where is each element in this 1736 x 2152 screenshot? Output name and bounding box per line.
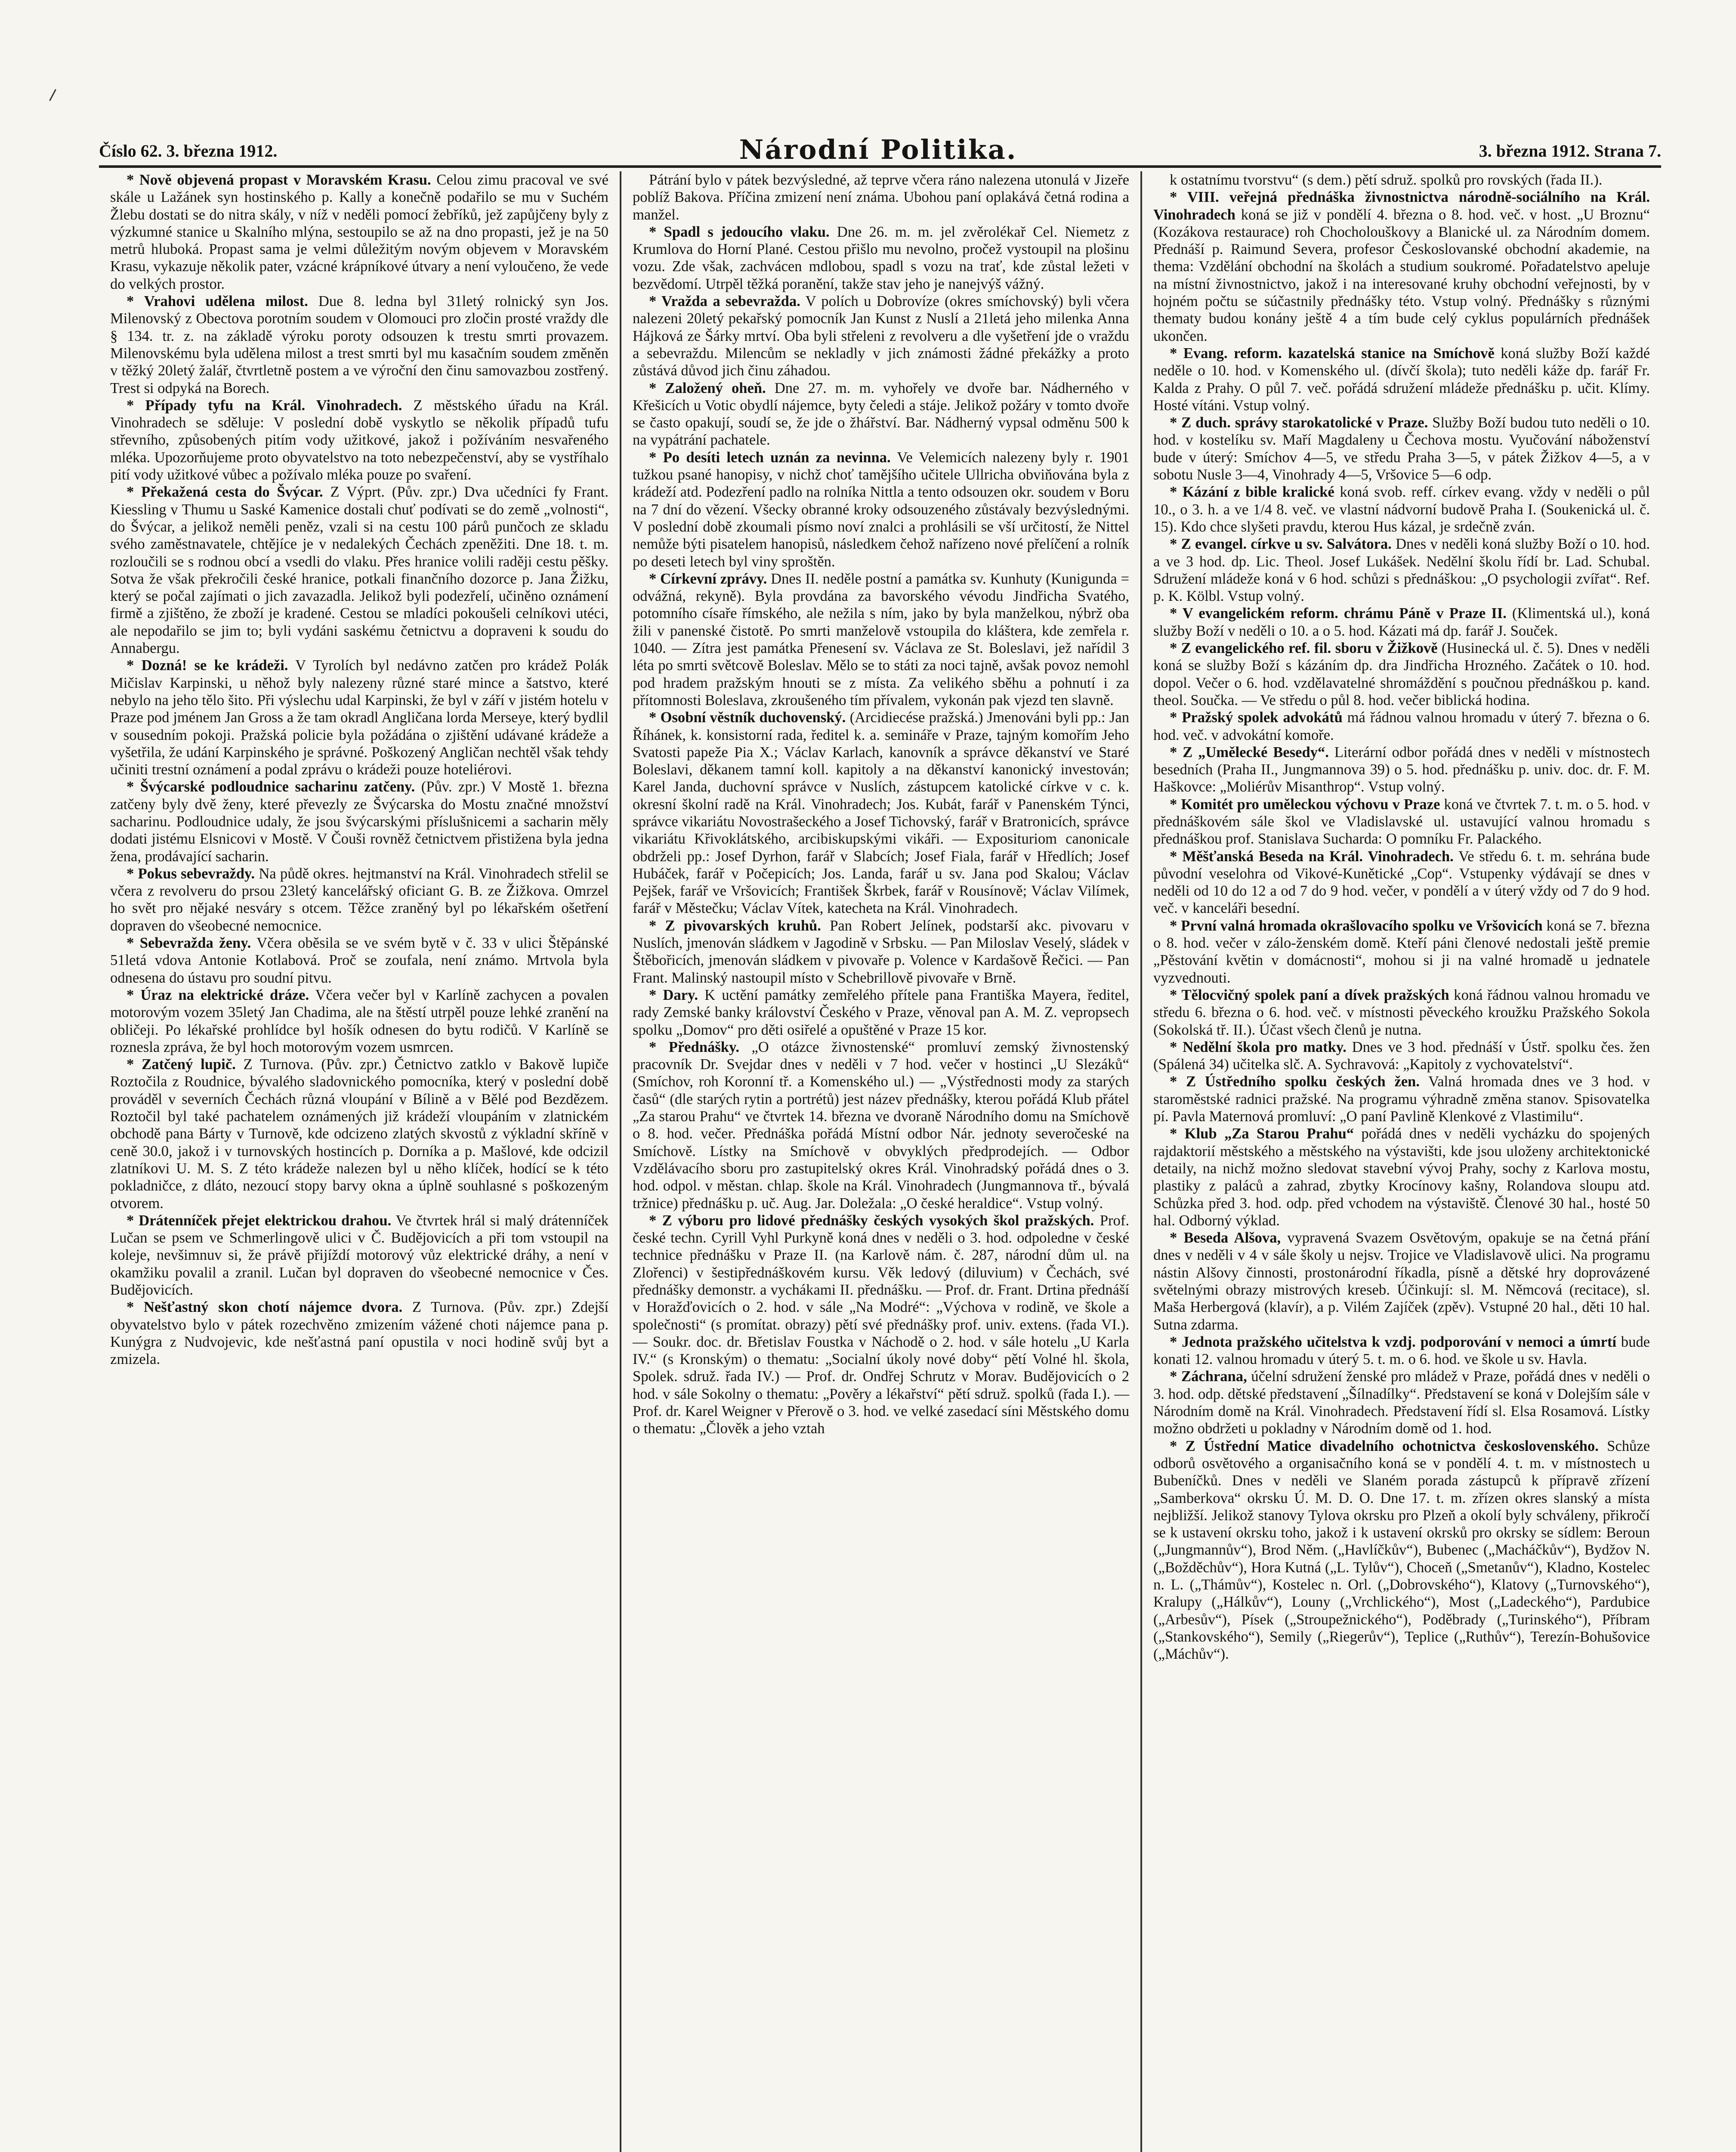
news-item-text: V polích u Dobrovíze (okres smíchovský) byli včera nalezeni 20letý pekařský pomocník Jan Kunst z Nuslí a 21letá jeho milenka Anna Hájková ze Šárky mrtví. Oba byli střeleni z revolveru a dle vyšetření jde o vraždu a sebevraždu. Milencům se nekladly v jich známosti žádné překážky a proto zůstává důvod jich činu záhadou. <box>633 293 1130 379</box>
news-item <box>1153 171 1650 189</box>
news-item-headline: * Zatčený lupič. <box>127 1056 236 1073</box>
news-item-text: Prof. české techn. Cyrill Vyhl Purkyně koná dnes v neděli o 3. hod. odpoledne v české technice přednášku v Praze II. (na Karlově nám. č. 287, národní dům ul. na Zlořenci) v šestipřednáškovém kursu. Věk ledový (diluvium) v Čechách, své přednášky demonstr. a vychákami II. přednášku. — Prof. dr. Frant. Drtina přednáší v Horažďovicích o 2. hod. v sále „Na Modré“: „Výchova v rodině, ve škole a společnosti“ (s promítat. obrazy) pětí své přednášky prof. univ. extens. (řada VI.). — Soukr. doc. dr. Břetislav Foustka v Náchodě o 2. hod. v sále hotelu „U Karla IV.“ (s Kronským) o thematu: „Socialní úkoly nové doby“ pětí Volné hl. škola, Spolek. sdruž. řada IV.) — Prof. dr. Ondřej Schrutz v Morav. Budějovicích o 2 hod. v sále Sokolny o thematu: „Pověry a lékařství“ pětí sdruž. spolků (řada I.). — Prof. dr. Karel Weigner v Přerově o 3. hod. ve velké zasedací síni Městského domu o thematu: „Člověk a jeho vztah <box>633 1212 1130 1437</box>
news-item-headline: * Z pivovarských kruhů. <box>649 917 821 934</box>
news-item <box>1153 796 1650 848</box>
news-item-headline: * Záchrana, <box>1170 1368 1247 1385</box>
issue-number-date: Číslo 62. 3. března 1912. <box>99 141 278 161</box>
news-item-text: Dnes v neděli koná služby Boží o 10. hod. a ve 3 hod. dp. Lic. Theol. Josef Lukášek. Nedělní školu řídí br. Lad. Schubal. Sdružení mládeže koná v 6 hod. schůzi s přednáškou: „O psychologii zvířat“. Ref. p. K. Kölbl. Vstup volný. <box>1153 536 1650 605</box>
news-item <box>1153 414 1650 483</box>
news-item-headline: * Z evangel. církve u sv. Salvátora. <box>1170 536 1392 553</box>
news-item-text: koná řádnou valnou hromadu ve středu 6. března o 6. hod. več. v místnosti pěveckého kroužku Pražského Sokola (Sokolská tř. II.). Účast všech členů je nutna. <box>1153 986 1650 1038</box>
news-item-headline: * Tělocvičný spolek paní a dívek pražských <box>1170 986 1449 1003</box>
column-3 <box>1140 171 1661 2152</box>
news-item-headline: * Pražský spolek advokátů <box>1170 709 1343 726</box>
news-item <box>1153 535 1650 605</box>
news-item <box>633 1039 1129 1212</box>
news-item <box>633 570 1129 709</box>
news-item-text: Pan Robert Jelínek, podstarší akc. pivovaru v Nuslích, jmenován sládkem v Jagodině v Srbsku. — Pan Miloslav Veselý, sládek v Štěbořicích, jmenován sládkem v pivovaře p. Volence v Kardašově Řečici. — Pan Frant. Malinský nastoupil místo v Schebrillově pivovaře v Brně. <box>633 917 1129 986</box>
news-item-headline: * Úraz na elektrické dráze. <box>127 986 309 1003</box>
news-item-headline: * Dozná! se ke krádeži. <box>127 657 288 674</box>
news-item-headline: * Jednota pražského učitelstva k vzdj. podporování v nemoci a úmrtí <box>1170 1333 1616 1350</box>
news-item <box>1153 605 1650 640</box>
news-item <box>1153 848 1650 917</box>
news-item-text: koná se 7. března o 8. hod. večer v zálo-ženském domě. Kteří páni členové nedostali ještě premie „Pěstování květin v domácnosti“, mohou si ji na valné hromadě u jednatele vyzvednouti. <box>1153 917 1650 986</box>
news-item-text: účelní sdružení ženské pro mládež v Praze, pořádá dnes v neděli o 3. hod. odp. dětské představení „Šílnadílky“. Představení se koná v Dolejším sále v Národním domě na Král. Vinohradech. Představení řídí sl. Elsa Rosamová. Lístky možno obdržeti u pokladny v Národním domě od 1. hod. <box>1153 1368 1650 1437</box>
news-item <box>633 1212 1129 1438</box>
news-item <box>110 657 609 778</box>
news-item-headline: * Pokus sebevraždy. <box>127 865 255 882</box>
news-item-text: Pátrání bylo v pátek bezvýsledné, až teprve včera ráno nalezena utonulá v Jizeře poblíž Bakova. Příčina zmizení není známa. Ubohou paní oplakává četná rodina a manžel. <box>633 172 1129 223</box>
news-item-text: (Husinecká ul. č. 5). Dnes v neděli koná se služby Boží s kázáním dp. dra Jindřicha Hrozného. Začátek o 10. hod. dopol. Večer o 6. hod. vzdělavatelné shromáždění s poučnou přednáškou p. kand. theol. Součka. — Ve středu o půl 8. hod. večer biblická hodina. <box>1153 640 1650 708</box>
news-item-headline: * Vrahovi udělena milost. <box>127 293 308 310</box>
news-item-text: koná ve čtvrtek 7. t. m. o 5. hod. v přednáškovém sále škol ve Vladislavské ul. ustavující valnou hromadu s přednáškou prof. Stanislava Sucharda: O pomníku Fr. Palackého. <box>1153 796 1650 847</box>
news-item-text: vypravená Svazem Osvětovým, opakuje se na četná přání dnes v neděli v 4 v sále školy u nejsv. Trojice ve Vladislavově ulici. Na programu nástin Alšovy činnosti, prostonárodní říkadla, písně a dětské hry doprovázené světelnými obrazy mistrových kreseb. Účinkují: sl. M. Němcová (recitace), sl. Maša Herbergová (klavír), a p. Vilém Zajíček (zpěv). Vstupné 20 hal., děti 10 hal. Sutna zdarma. <box>1153 1230 1650 1333</box>
news-item-text: Služby Boží budou tuto neděli o 10. hod. v kostelíku sv. Maří Magdaleny u Čechova mostu. Vyučování náboženství bude v úterý: Smíchov 4—5, ve středu Praha 3—5, v pátek Žižkov 4—5, a v sobotu Nusle 3—4, Vinohrady 4—5, Vršovice 5—6 odp. <box>1153 414 1650 483</box>
news-item-text: bude konati 12. valnou hromadu v úterý 5. t. m. o 6. hod. ve škole u sv. Havla. <box>1153 1333 1650 1368</box>
news-item-headline: * Klub „Za Starou Prahu“ <box>1170 1125 1354 1142</box>
news-item-headline: * V evangelickém reform. chrámu Páně v Praze II. <box>1170 605 1507 622</box>
news-item-text: K uctění památky zemřelého přítele pana Františka Mayera, ředitel, rady Zemské banky království Českého v Praze, věnoval pan A. M. Z. vepropsech spolku „Domov“ pro děti osiřelé a opuštěné v Praze 15 kor. <box>633 986 1129 1038</box>
news-item-headline: * Komitét pro uměleckou výchovu v Praze <box>1170 796 1440 813</box>
news-item-headline: * Evang. reform. kazatelská stanice na Smíchově <box>1170 345 1495 362</box>
news-item-headline: * Z „Umělecké Besedy“. <box>1170 744 1329 761</box>
news-item-text: Včera večer byl v Karlíně zachycen a povalen motorovým vozem 35letý Jan Chadima, ale na štěstí utrpěl pouze lehké zranění na obličeji. Po lékařské prohlídce byl hošík odnesen do bytu rodičů. V Karlíně se roznesla zpráva, že byl hoch motorovým vozem usmrcen. <box>110 986 609 1055</box>
news-item-text: Ve Velemicích nalezeny byly r. 1901 tužkou psané hanopisy, v nichž choť tamějšího učitele Ullricha obviňována byla z krádeží atd. Podezření padlo na rolníka Nittla a tento odsouzen okr. soudem v Boru na 7 dní do vězení. Všecky obranné kroky odsouzeného zůstávaly bezvýslednými. V poslední době zkoumali písmo noví znalci a prohlásili se vší určitostí, že Nittel nemůže býti pisatelem hanopisů, následkem čehož nařízeno nové přelíčení a rolník po deseti letech byl viny sproštěn. <box>633 449 1129 570</box>
news-item-headline: * Spadl s jedoucího vlaku. <box>649 223 830 240</box>
news-item-headline: * Vražda a sebevražda. <box>649 293 800 310</box>
news-item-text: Z Turnova. (Pův. zpr.) Četnictvo zatklo v Bakově lupiče Roztočila z Roudnice, bývalého sladovnického pomocníka, který v poslední době prováděl v severních Čechách různá vloupání v Bílině a v Bělé pod Bezdězem. Roztočil byl také pachatelem oznámených již krádeží vloupáním v zlatnickém obchodě pana Bárty v Turnově, kde odcizeno zlatých skvostů z výkladní skříně v ceně 30.0, jakož i v turnovských hostincích p. Dorníka a p. Mašlové, kde odcizil zlatníkovi U. M. S. Z této krádeže nalezen byl u něho klíček, hodící se k této pokladničce, z dláto, nezoucí stopy barvy okna a úplně souhlasné s poškozeným otvorem. <box>110 1056 609 1212</box>
news-item-headline: * Nedělní škola pro matky. <box>1170 1039 1347 1055</box>
news-item-headline: * Švýcarské podloudnice sacharinu zatčeny. <box>127 779 415 795</box>
news-item <box>1153 1229 1650 1333</box>
news-item-text: Dnes II. neděle postní a památka sv. Kunhuty (Kunigunda = odvážná, rekyně). Byla provdána za bavorského vévodu Jindřicha Svatého, potomního císaře římského, ale nežila s ním, jako by byla manželkou, nýbrž oba žili v panenské čistotě. Po smrti manželově vstoupila do kláštera, kde zemřela r. 1040. — Zítra jest památka Přenesení sv. Václava ze St. Boleslavi, jež nařídil 3 léta po smrti světcově Boleslav. Mělo se to státi za noci tajně, avšak povoz nemohl pod hradem pražským hnouti se z místa. Za velikého sběhu a pohnutí i za přítomnosti Boleslava, zkroušeného tím přívalem, vykonán pak vjezd ten slavně. <box>633 570 1129 708</box>
news-item-headline: * Osobní věstník duchovenský. <box>649 709 846 726</box>
news-item-headline: * Měšťanská Beseda na Král. Vinohradech. <box>1170 848 1454 865</box>
news-item-headline: * Z výboru pro lidové přednášky českých vysokých škol pražských. <box>649 1212 1094 1229</box>
page-header <box>99 129 1661 168</box>
news-item <box>1153 189 1650 345</box>
article-columns <box>99 171 1661 2152</box>
news-item-text: Z Výprt. (Pův. zpr.) Dva učedníci fy Frant. Kiessling v Thumu u Saské Kamenice dostali chuť podívati se do země „volnosti“, do Švýcar, a jelikož neměli peněz, vzali si na cestu 100 párů punčoch ze skladu svého zaměstnavatele, chtějíce je v nedalekých Čechách zpeněžiti. Dne 18. t. m. rozloučili se s rodnou obcí a vsedli do vlaku. Přes hranice volili raději cestu pěšky. Sotva že však překročili české hranice, potkali finančního dozorce p. Jana Žižku, který se počal zajímati o jich zavazadla. Jelikož byli podezřelí, učiněno oznámení firmě a zjištěno, že zboží je kradené. Cestou se mladíci pokoušeli celníkovi utéci, ale nepodařilo se jim to; byli vydáni saskému četnictvu a dopraveni k soudu do Annabergu. <box>110 484 609 657</box>
news-item <box>1153 1368 1650 1437</box>
news-item <box>633 223 1129 293</box>
news-item <box>633 171 1129 223</box>
news-item-headline: * Církevní zprávy. <box>649 570 767 587</box>
news-item <box>110 1212 609 1299</box>
news-item-text: „O otázce živnostenské“ promluví zemský živnostenský pracovník Dr. Svejdar dnes v neděli v 7 hod. večer v hostinci „U Slezáků“ (Smíchov, roh Koronní tř. a Komenského ul.) — „Výstřednosti mody za starých časů“ (dle starých rytin a portrétů) jest název přednášky, kterou pořádá Klub přátel „Za starou Prahu“ ve čtvrtek 14. března ve dvoraně Národního domu na Smíchově o 8. hod. večer. Přednáška pořádá Místní odbor Nár. jednoty severočeské na Smíchově. Lístky na Smíchově v obvyklých předprodejích. — Odbor Vzdělávacího sboru pro zastupitelský okres Král. Vinohradský pořádá dnes o 3. hod. odpol. v městan. chlap. škole na Král. Vinohradech (Jungmannova tř., bývalá tržnice) přednášku p. uč. Aug. Jar. Doležala: „O české heraldice“. Vstup volný. <box>633 1039 1129 1212</box>
news-item-headline: * Z duch. správy starokatolické v Praze. <box>1170 414 1428 431</box>
news-item <box>1153 917 1650 986</box>
news-item-headline: * Sebevražda ženy. <box>127 935 251 952</box>
news-item-headline: * VIII. veřejná přednáška živnostnictva národně-sociálního na Král. Vinohradech <box>1153 189 1650 223</box>
news-item-headline: * Nově objevená propast v Moravském Krasu. <box>127 172 431 188</box>
news-item <box>633 449 1129 570</box>
news-item-headline: * Případy tyfu na Král. Vinohradech. <box>127 397 402 414</box>
news-item <box>110 1056 609 1212</box>
scan-mark <box>49 89 63 105</box>
news-item-headline: * Přednášky. <box>649 1039 739 1055</box>
news-item-headline: * Beseda Alšova, <box>1170 1230 1281 1246</box>
news-item <box>633 709 1129 917</box>
news-item-text: Literární odbor pořádá dnes v neděli v místnostech besedních (Praha II., Jungmannova 39) o 5. hod. přednášku p. univ. doc. dr. F. M. Haškovce: „Moliérův Misanthrop“. Vstup volný. <box>1153 744 1650 795</box>
news-item-text: má řádnou valnou hromadu v úterý 7. března o 6. hod. več. v advokátní komoře. <box>1153 709 1650 743</box>
column-2 <box>620 171 1140 2152</box>
news-item-text: (Pův. zpr.) V Mostě 1. března zatčeny byly dvě ženy, které převezly ze Švýcarska do Mostu značné množství sacharinu. Podloudnice udaly, že jsou švýcarskými příslušnicemi a sacharin měly dodati jistému Elsnicovi v Mostě. V Čouši rovněž četnictvem přistižena byla jedna žena, prodávající sacharin. <box>110 779 609 865</box>
newspaper-title: Národní Politika. <box>739 134 1017 165</box>
news-item-text: Na půdě okres. hejtmanství na Král. Vinohradech střelil se včera z revolveru do prsou 23letý kancelářský oficiant G. B. ze Žižkova. Omrzel ho svět pro nějaké nesváry s otcem. Těžce zraněný byl po lékařském ošetření dopraven do všeobecné nemocnice. <box>110 865 609 934</box>
news-item <box>1153 1438 1650 1663</box>
news-item-text: Z Turnova. (Pův. zpr.) Zdejší obyvatelstvo bylo v pátek rozechvěno zmizením vážené choti nájemce pana p. Kunýgra z Nudvojevic, kde nešťastná paní opustila v noci hodině svůj byt a zmizela. <box>110 1299 609 1368</box>
news-item <box>633 380 1129 449</box>
news-item <box>110 778 609 865</box>
news-item-text: Z městského úřadu na Král. Vinohradech se sděluje: V poslední době vyskytlo se několik případů tufu střevního, způsobených pitím vody užitkové, jakož i požíváním nesvařeného mléka. Upozorňujeme proto obyvatelstvo na toto nebezpečenství, aby se vystříhalo pití vody užitkové vůbec a požívalo mléka pouze po svaření. <box>110 397 609 483</box>
news-item-text: (Arcidiecése pražská.) Jmenováni byli pp.: Jan Říhánek, k. konsistorní rada, ředitel k. a. semináře v Praze, tajným komořím Jeho Svatosti papeže Pia X.; Václav Karlach, kanovník a správce děkanství ve Staré Boleslavi, děkanem tamní koll. kapitoly a na děkanství kanonický investován; Karel Janda, duchovní správce v Nuslích, zástupcem katolické církve v c. k. okresní školní radě na Král. Vinohradech; Jos. Kubát, farář v Panenském Týnci, správce vikariátu Novostrašeckého a Josef Tichovský, farář v Bratronicích, správce vikariátu Křivoklátského, arcibiskupskými vikáři. — Exposituriom canonicale obdrželi pp.: Josef Dyrhon, farář v Slabcích; Josef Fiala, farář v Hředlích; Josef Hubáček, farář v Počepicích; Jos. Landa, farář u sv. Jana pod Skalou; Václav Pejšek, farář ve Vršovicích; František Škrbek, farář v Rousínově; Václav Vilímek, farář v Městečku; Václav Vítek, katecheta na Král. Vinohradech. <box>633 709 1129 917</box>
news-item <box>1153 986 1650 1039</box>
news-item <box>110 483 609 657</box>
news-item-text: Včera oběsila se ve svém bytě v č. 33 v ulici Štěpánské 51letá vdova Antonie Kotlabová. Proč se zoufala, není známo. Mrtvola byla odnesena do ústavu pro soudní pitvu. <box>110 935 609 986</box>
news-item-headline: * Nešťastný skon chotí nájemce dvora. <box>127 1299 403 1316</box>
news-item <box>1153 1333 1650 1368</box>
news-item <box>1153 1039 1650 1073</box>
news-item-text: koná služby Boží každé neděle o 10. hod. v Komenského ul. (dívčí škola); tuto neděli káže dp. farář Fr. Kalda z Prahy. O půl 7. več. pořádá sdružení mládeže přednášku p. učit. Klímy. Hosté vítáni. Vstup volný. <box>1153 345 1650 414</box>
news-item <box>1153 483 1650 535</box>
news-item-text: Dnes ve 3 hod. přednáší v Ústř. spolku čes. žen (Spálená 34) učitelka slč. A. Sychravová: „Kapitoly z vychovatelství“. <box>1153 1039 1650 1073</box>
news-item <box>110 397 609 483</box>
news-item-headline: * Z Ústřední Matice divadelního ochotnictva československého. <box>1170 1438 1599 1454</box>
news-item <box>1153 1125 1650 1229</box>
news-item-headline: * Dary. <box>649 986 698 1003</box>
news-item <box>110 986 609 1056</box>
news-item-text: koná se již v pondělí 4. března o 8. hod. več. v host. „U Broznu“ (Kozákova restaurace) roh Chocholouškovy a Blanické ul. za Národním domem. Přednáší p. Raimund Severa, profesor Českoslovanské obchodní akademie, na thema: Vzdělání obchodní na školách a studium soukromé. Pořadatelstvo apeluje na místní živnostnictvo, jakož i na interesované kruhy obchodní veřejnosti, by v hojném počtu se súčastnily přednášky této. Vstup volný. Přednášky s různými thematy budou konány ještě 4 a tím bude celý cyklus populárních přednášek ukončen. <box>1153 206 1650 344</box>
news-item-headline: * Z evangelického ref. fil. sboru v Žižkově <box>1170 640 1438 657</box>
news-item-headline: * Z Ústředního spolku českých žen. <box>1170 1073 1420 1090</box>
news-item-text: Celou zimu pracoval ve své skále u Lažánek syn hostinského p. Kally a konečně podařilo se mu v Suchém Žlebu dostati se do nitra skály, v níž v neděli pomocí žebříků, jež zapůjčeny byly z výzkumné stanice u Skalního mlýna, sestoupilo se až na dno propasti, jež je na 50 metrů hluboká. Propast sama je velmi důležitým novým objevem v Moravském Krasu, vykazuje několik pater, vzácné krápníkové útvary a není vyloučeno, že vede do velkých prostor. <box>110 172 609 292</box>
news-item <box>110 171 609 293</box>
news-item <box>1153 640 1650 709</box>
news-item-text: V Tyrolích byl nedávno zatčen pro krádež Polák Mičislav Karpinski, u něhož byly nalezeny různé staré mince a šatstvo, které nebylo na jeho tělo šito. Při výslechu udal Karpinski, že byl v září v jistém hotelu v Praze pod jménem Jan Gross a že tam okradl Angličana lorda Merseye, který bydlil v sousedním pokoji. Pražská policie byla požádána o zjištění udávané krádeže a vyšetřila, že udání Karpinského je správné. Poškozený Angličan nechtěl však tehdy učiniti trestní oznámení a podal zprávu o krádeži pouze hoteliérovi. <box>110 657 609 778</box>
news-item-text: pořádá dnes v neděli vycházku do spojených rajdaktorií městského a městského na výstavišti, kde jsou uloženy architektonické detaily, na nichž možno sledovat stavební vývoj Prahy, sochy z Karlova mostu, plastiky z paláců a zahrad, zbytky Krocínovy kašny, Rolandova sloupu atd. Schůzka před 3. hod. odp. před vchodem na výstaviště. Členové 30 hal., hosté 50 hal. Odborný výklad. <box>1153 1125 1650 1229</box>
column-1 <box>99 171 620 2152</box>
news-item-text: (Klimentská ul.), koná služby Boží v neděli o 10. a o 5. hod. Kázati má dp. farář J. Souček. <box>1153 605 1650 639</box>
news-item <box>110 293 609 397</box>
date-page-number: 3. března 1912. Strana 7. <box>1479 141 1661 161</box>
news-item <box>1153 709 1650 744</box>
news-item <box>110 934 609 986</box>
news-item-headline: * Kázání z bible kralické <box>1170 484 1334 501</box>
news-item-text: Due 8. ledna byl 31letý rolnický syn Jos. Milenovský z Obectova porotním soudem v Olomouci pro zločin prosté vraždy dle § 134. tr. z. na základě výroku poroty odsouzen k trestu smrti provazem. Milenovskému byla udělena milost a trest smrti byl mu kasačním soudem změněn v těžký 20letý žalář, čtvrtletně postem a ve výroční den činu samovazbou zostřený. Trest si odpyká na Borech. <box>110 293 609 396</box>
news-item-text: Ve čtvrtek hrál si malý drátenníček Lučan se psem ve Schmerlingově ulici v Č. Budějovicích a při tom vstoupil na koleje, nevšimnuv si, že právě přijíždí motorový vůz elektrické dráhy, a není v okamžiku povalil a zranil. Lučan byl dopraven do všeobecné nemocnice v Čes. Budějovicích. <box>110 1212 609 1298</box>
news-item <box>110 865 609 934</box>
news-item-headline: * Překažená cesta do Švýcar. <box>127 484 323 501</box>
news-item <box>633 917 1129 986</box>
news-item <box>633 293 1129 379</box>
news-item <box>1153 1073 1650 1125</box>
news-item-headline: * Založený oheň. <box>649 380 766 396</box>
news-item-text: koná svob. reff. církev evang. vždy v neděli o půl 10., o 3. h. a ve 1/4 8. več. ve vlastní nádvorní budově Praha I. (Soukenická ul. č. 15). Kdo chce slyšeti pravdu, kterou Hus kázal, je srdečně zván. <box>1153 484 1650 535</box>
news-item-text: Ve středu 6. t. m. sehrána bude původní veselohra od Vikové-Kunětické „Cop“. Vstupenky výdávají se dnes v neděli od 10 do 12 a od 7 do 9 hod. večer, v pondělí a v úterý vždy od 7 do 9 hod. več. v kanceláři besední. <box>1153 848 1650 917</box>
news-item-headline: * Po desíti letech uznán za nevinna. <box>649 449 891 466</box>
news-item-text: Dne 26. m. m. jel zvěrolékař Cel. Niemetz z Krumlova do Horní Plané. Cestou přišlo mu nevolno, pročež vystoupil na plošinu vozu. Zde však, zachvácen mdlobou, spadl s vozu na trať, kde zůstal ležeti v bezvědomí. Utrpěl těžká poranění, takže stav jeho je nanejvýš vážný. <box>633 223 1129 292</box>
news-item-headline: * Drátenníček přejet elektrickou drahou. <box>127 1212 392 1229</box>
news-item <box>1153 345 1650 414</box>
news-item <box>110 1299 609 1368</box>
news-item-text: Valná hromada dnes ve 3 hod. v staroměstské radnici pražské. Na programu výhradně změna stanov. Spisovatelka pí. Pavla Maternová promluví: „O paní Pavlině Klenkové z Vlastimilu“. <box>1153 1073 1650 1125</box>
news-item <box>1153 744 1650 796</box>
news-item-text: k ostatnímu tvorstvu“ (s dem.) pětí sdruž. spolků pro rovských (řada II.). <box>1170 172 1603 188</box>
news-item-text: Dne 27. m. m. vyhořely ve dvoře bar. Nádherného v Křešicích u Votic obydlí nájemce, byty čeledi a stáje. Jelikož požáry v tomto dvoře se často opakují, soudí se, že jde o žhářství. Bar. Nádherný vypsal odměnu 500 k na vypátrání pachatele. <box>633 380 1129 448</box>
news-item <box>633 986 1129 1039</box>
news-item-headline: * První valná hromada okrašlovacího spolku ve Vršovicích <box>1170 917 1543 934</box>
news-item-text: Schůze odborů osvětového a organisačního koná se v pondělí 4. t. m. v místnostech u Bubeníčků. Dnes v neděli ve Slaném porada zástupců k přípravě zřízení „Samberkova“ okrsku Ú. M. D. O. Dne 17. t. m. zřízen okres slanský a místa nejbližší. Jelikož stanovy Tylova okrsku pro Plzeň a okolí byly schváleny, přikročí se k ustavení okrsku toho, jakož i k ustavení okrsků pro okrsky se sídlem: Beroun („Jungmannův“), Brod Něm. („Havlíčkův“), Bubenec („Macháčkův“), Bydžov N. („Božděchův“), Hora Kutná („L. Tylův“), Choceň („Smetanův“), Kladno, Kostelec n. L. („Thámův“), Kostelec n. Orl. („Dobrovského“), Klatovy („Turnovského“), Kralupy („Hálkův“), Louny („Vrchlického“), Most („Ladeckého“), Pardubice („Arbesův“), Písek („Stroupežnického“), Poděbrady („Turinského“), Příbram („Stankovského“), Semily („Riegerův“), Teplice („Ruthův“), Terezín-Bohušovice („Máchův“). <box>1153 1438 1650 1663</box>
